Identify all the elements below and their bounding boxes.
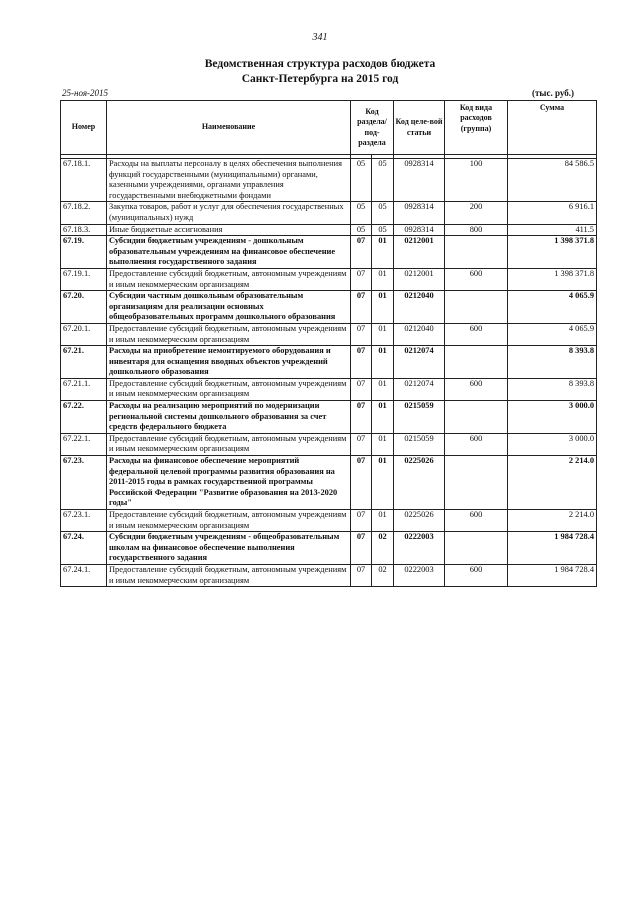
row-subsection: 01 — [372, 346, 394, 379]
table-row — [61, 433, 597, 455]
row-name: Субсидии бюджетным учреждениям - общеобразовательным школам на финансовое обеспечение выполнения государственного задания — [107, 532, 351, 565]
row-target-code: 0928314 — [394, 224, 445, 236]
row-section: 07 — [351, 401, 372, 434]
row-name: Предоставление субсидий бюджетным, автономным учреждениям и иным некоммерческим организациям — [107, 323, 351, 345]
row-number: 67.20.1. — [61, 323, 107, 345]
row-expense-code — [445, 401, 508, 434]
row-subsection: 05 — [372, 224, 394, 236]
document-date: 25-ноя-2015 — [62, 88, 109, 98]
row-number: 67.20. — [61, 291, 107, 324]
table-row — [61, 510, 597, 532]
row-expense-code — [445, 236, 508, 269]
row-number: 67.22.1. — [61, 433, 107, 455]
row-sum: 2 214.0 — [508, 510, 597, 532]
row-sum: 2 214.0 — [508, 456, 597, 510]
row-sum: 8 393.8 — [508, 346, 597, 379]
row-expense-code: 600 — [445, 433, 508, 455]
row-expense-code — [445, 291, 508, 324]
row-number: 67.22. — [61, 401, 107, 434]
row-expense-code: 600 — [445, 510, 508, 532]
row-section: 07 — [351, 323, 372, 345]
row-subsection: 01 — [372, 456, 394, 510]
header-target-code: Код целе-вой статьи — [394, 101, 445, 155]
row-target-code: 0212001 — [394, 236, 445, 269]
row-section: 07 — [351, 291, 372, 324]
row-name: Предоставление субсидий бюджетным, автономным учреждениям и иным некоммерческим организациям — [107, 564, 351, 586]
units-label: (тыс. руб.) — [532, 88, 574, 98]
row-subsection: 01 — [372, 378, 394, 400]
row-section: 07 — [351, 268, 372, 290]
row-sum: 1 398 371.8 — [508, 236, 597, 269]
row-target-code: 0222003 — [394, 564, 445, 586]
row-name: Закупка товаров, работ и услуг для обеспечения государственных (муниципальных) нужд — [107, 202, 351, 224]
row-subsection: 01 — [372, 433, 394, 455]
row-section: 07 — [351, 236, 372, 269]
row-sum: 3 000.0 — [508, 433, 597, 455]
row-sum: 6 916.1 — [508, 202, 597, 224]
table-row — [61, 401, 597, 434]
table-row — [61, 532, 597, 565]
row-name: Расходы на реализацию мероприятий по модернизации региональной системы дошкольного образования за счет средств федерального бюджета — [107, 401, 351, 434]
table-row — [61, 346, 597, 379]
table-row — [61, 224, 597, 236]
header-name: Наименование — [107, 101, 351, 155]
row-section: 05 — [351, 159, 372, 202]
row-section: 07 — [351, 456, 372, 510]
row-target-code: 0222003 — [394, 532, 445, 565]
row-subsection: 01 — [372, 291, 394, 324]
table-row — [61, 564, 597, 586]
row-expense-code: 600 — [445, 268, 508, 290]
table-row — [61, 159, 597, 202]
row-sum: 1 984 728.4 — [508, 564, 597, 586]
row-target-code: 0215059 — [394, 401, 445, 434]
row-target-code: 0212040 — [394, 291, 445, 324]
row-number: 67.19. — [61, 236, 107, 269]
row-number: 67.21. — [61, 346, 107, 379]
row-subsection: 01 — [372, 323, 394, 345]
row-name: Предоставление субсидий бюджетным, автономным учреждениям и иным некоммерческим организациям — [107, 378, 351, 400]
row-sum: 4 065.9 — [508, 291, 597, 324]
row-subsection: 01 — [372, 510, 394, 532]
row-sum: 84 586.5 — [508, 159, 597, 202]
row-expense-code — [445, 456, 508, 510]
row-number: 67.19.1. — [61, 268, 107, 290]
table-row — [61, 378, 597, 400]
budget-table — [60, 100, 597, 587]
row-name: Предоставление субсидий бюджетным, автономным учреждениям и иным некоммерческим организациям — [107, 510, 351, 532]
row-expense-code: 800 — [445, 224, 508, 236]
title-line-1: Ведомственная структура расходов бюджета — [204, 58, 436, 70]
row-sum: 1 984 728.4 — [508, 532, 597, 565]
row-subsection: 05 — [372, 202, 394, 224]
row-section: 07 — [351, 564, 372, 586]
row-number: 67.18.3. — [61, 224, 107, 236]
row-target-code: 0212074 — [394, 346, 445, 379]
row-sum: 1 398 371.8 — [508, 268, 597, 290]
row-subsection: 02 — [372, 564, 394, 586]
row-number: 67.18.2. — [61, 202, 107, 224]
row-name: Субсидии частным дошкольным образовательным организациям для реализации основных общеобразовательных программ дошкольного образования — [107, 291, 351, 324]
row-section: 05 — [351, 202, 372, 224]
row-target-code: 0225026 — [394, 456, 445, 510]
header-sum: Сумма — [508, 101, 597, 155]
row-expense-code: 600 — [445, 378, 508, 400]
header-section-code: Код раздела/ под-раздела — [351, 101, 394, 155]
row-name: Расходы на приобретение немонтируемого оборудования и инвентаря для оснащения вводных объектов учреждений дошкольного образования — [107, 346, 351, 379]
header-expense-code: Код вида расходов (группа) — [445, 101, 508, 155]
row-expense-code: 600 — [445, 564, 508, 586]
row-section: 07 — [351, 346, 372, 379]
row-expense-code — [445, 532, 508, 565]
row-number: 67.24. — [61, 532, 107, 565]
row-expense-code: 200 — [445, 202, 508, 224]
row-sum: 3 000.0 — [508, 401, 597, 434]
row-number: 67.23. — [61, 456, 107, 510]
row-section: 07 — [351, 532, 372, 565]
row-number: 67.21.1. — [61, 378, 107, 400]
row-expense-code: 100 — [445, 159, 508, 202]
row-name: Предоставление субсидий бюджетным, автономным учреждениям и иным некоммерческим организациям — [107, 268, 351, 290]
row-subsection: 02 — [372, 532, 394, 565]
row-number: 67.18.1. — [61, 159, 107, 202]
row-number: 67.24.1. — [61, 564, 107, 586]
row-name: Субсидии бюджетным учреждениям - дошкольным образовательным учреждениям на финансовое обеспечение выполнения государственного задания — [107, 236, 351, 269]
row-expense-code: 600 — [445, 323, 508, 345]
row-name: Иные бюджетные ассигнования — [107, 224, 351, 236]
row-section: 07 — [351, 433, 372, 455]
row-subsection: 05 — [372, 159, 394, 202]
row-target-code: 0928314 — [394, 202, 445, 224]
row-sum: 411.5 — [508, 224, 597, 236]
document-title — [0, 57, 640, 87]
table-row — [61, 268, 597, 290]
row-target-code: 0225026 — [394, 510, 445, 532]
row-subsection: 01 — [372, 236, 394, 269]
row-target-code: 0928314 — [394, 159, 445, 202]
row-section: 07 — [351, 510, 372, 532]
row-subsection: 01 — [372, 268, 394, 290]
row-section: 07 — [351, 378, 372, 400]
row-target-code: 0215059 — [394, 433, 445, 455]
row-sum: 8 393.8 — [508, 378, 597, 400]
row-expense-code — [445, 346, 508, 379]
row-name: Предоставление субсидий бюджетным, автономным учреждениям и иным некоммерческим организациям — [107, 433, 351, 455]
row-target-code: 0212001 — [394, 268, 445, 290]
row-name: Расходы на выплаты персоналу в целях обеспечения выполнения функций государственными (муниципальными) органами, казенными учреждениями, органами управления государственными внебюджетными фондами — [107, 159, 351, 202]
row-subsection: 01 — [372, 401, 394, 434]
page-number: 341 — [312, 32, 328, 43]
row-name: Расходы на финансовое обеспечение мероприятий федеральной целевой программы развития образования на 2011-2015 годы в рамках государственной программы Российской Федерации "Развитие образования на 2013-2020 годы" — [107, 456, 351, 510]
table-row — [61, 456, 597, 510]
table-row — [61, 323, 597, 345]
row-target-code: 0212040 — [394, 323, 445, 345]
table-row — [61, 236, 597, 269]
row-target-code: 0212074 — [394, 378, 445, 400]
header-number: Номер — [61, 101, 107, 155]
row-number: 67.23.1. — [61, 510, 107, 532]
row-section: 05 — [351, 224, 372, 236]
table-row — [61, 202, 597, 224]
table-row — [61, 291, 597, 324]
title-line-2: Санкт-Петербурга на 2015 год — [241, 73, 399, 85]
row-sum: 4 065.9 — [508, 323, 597, 345]
